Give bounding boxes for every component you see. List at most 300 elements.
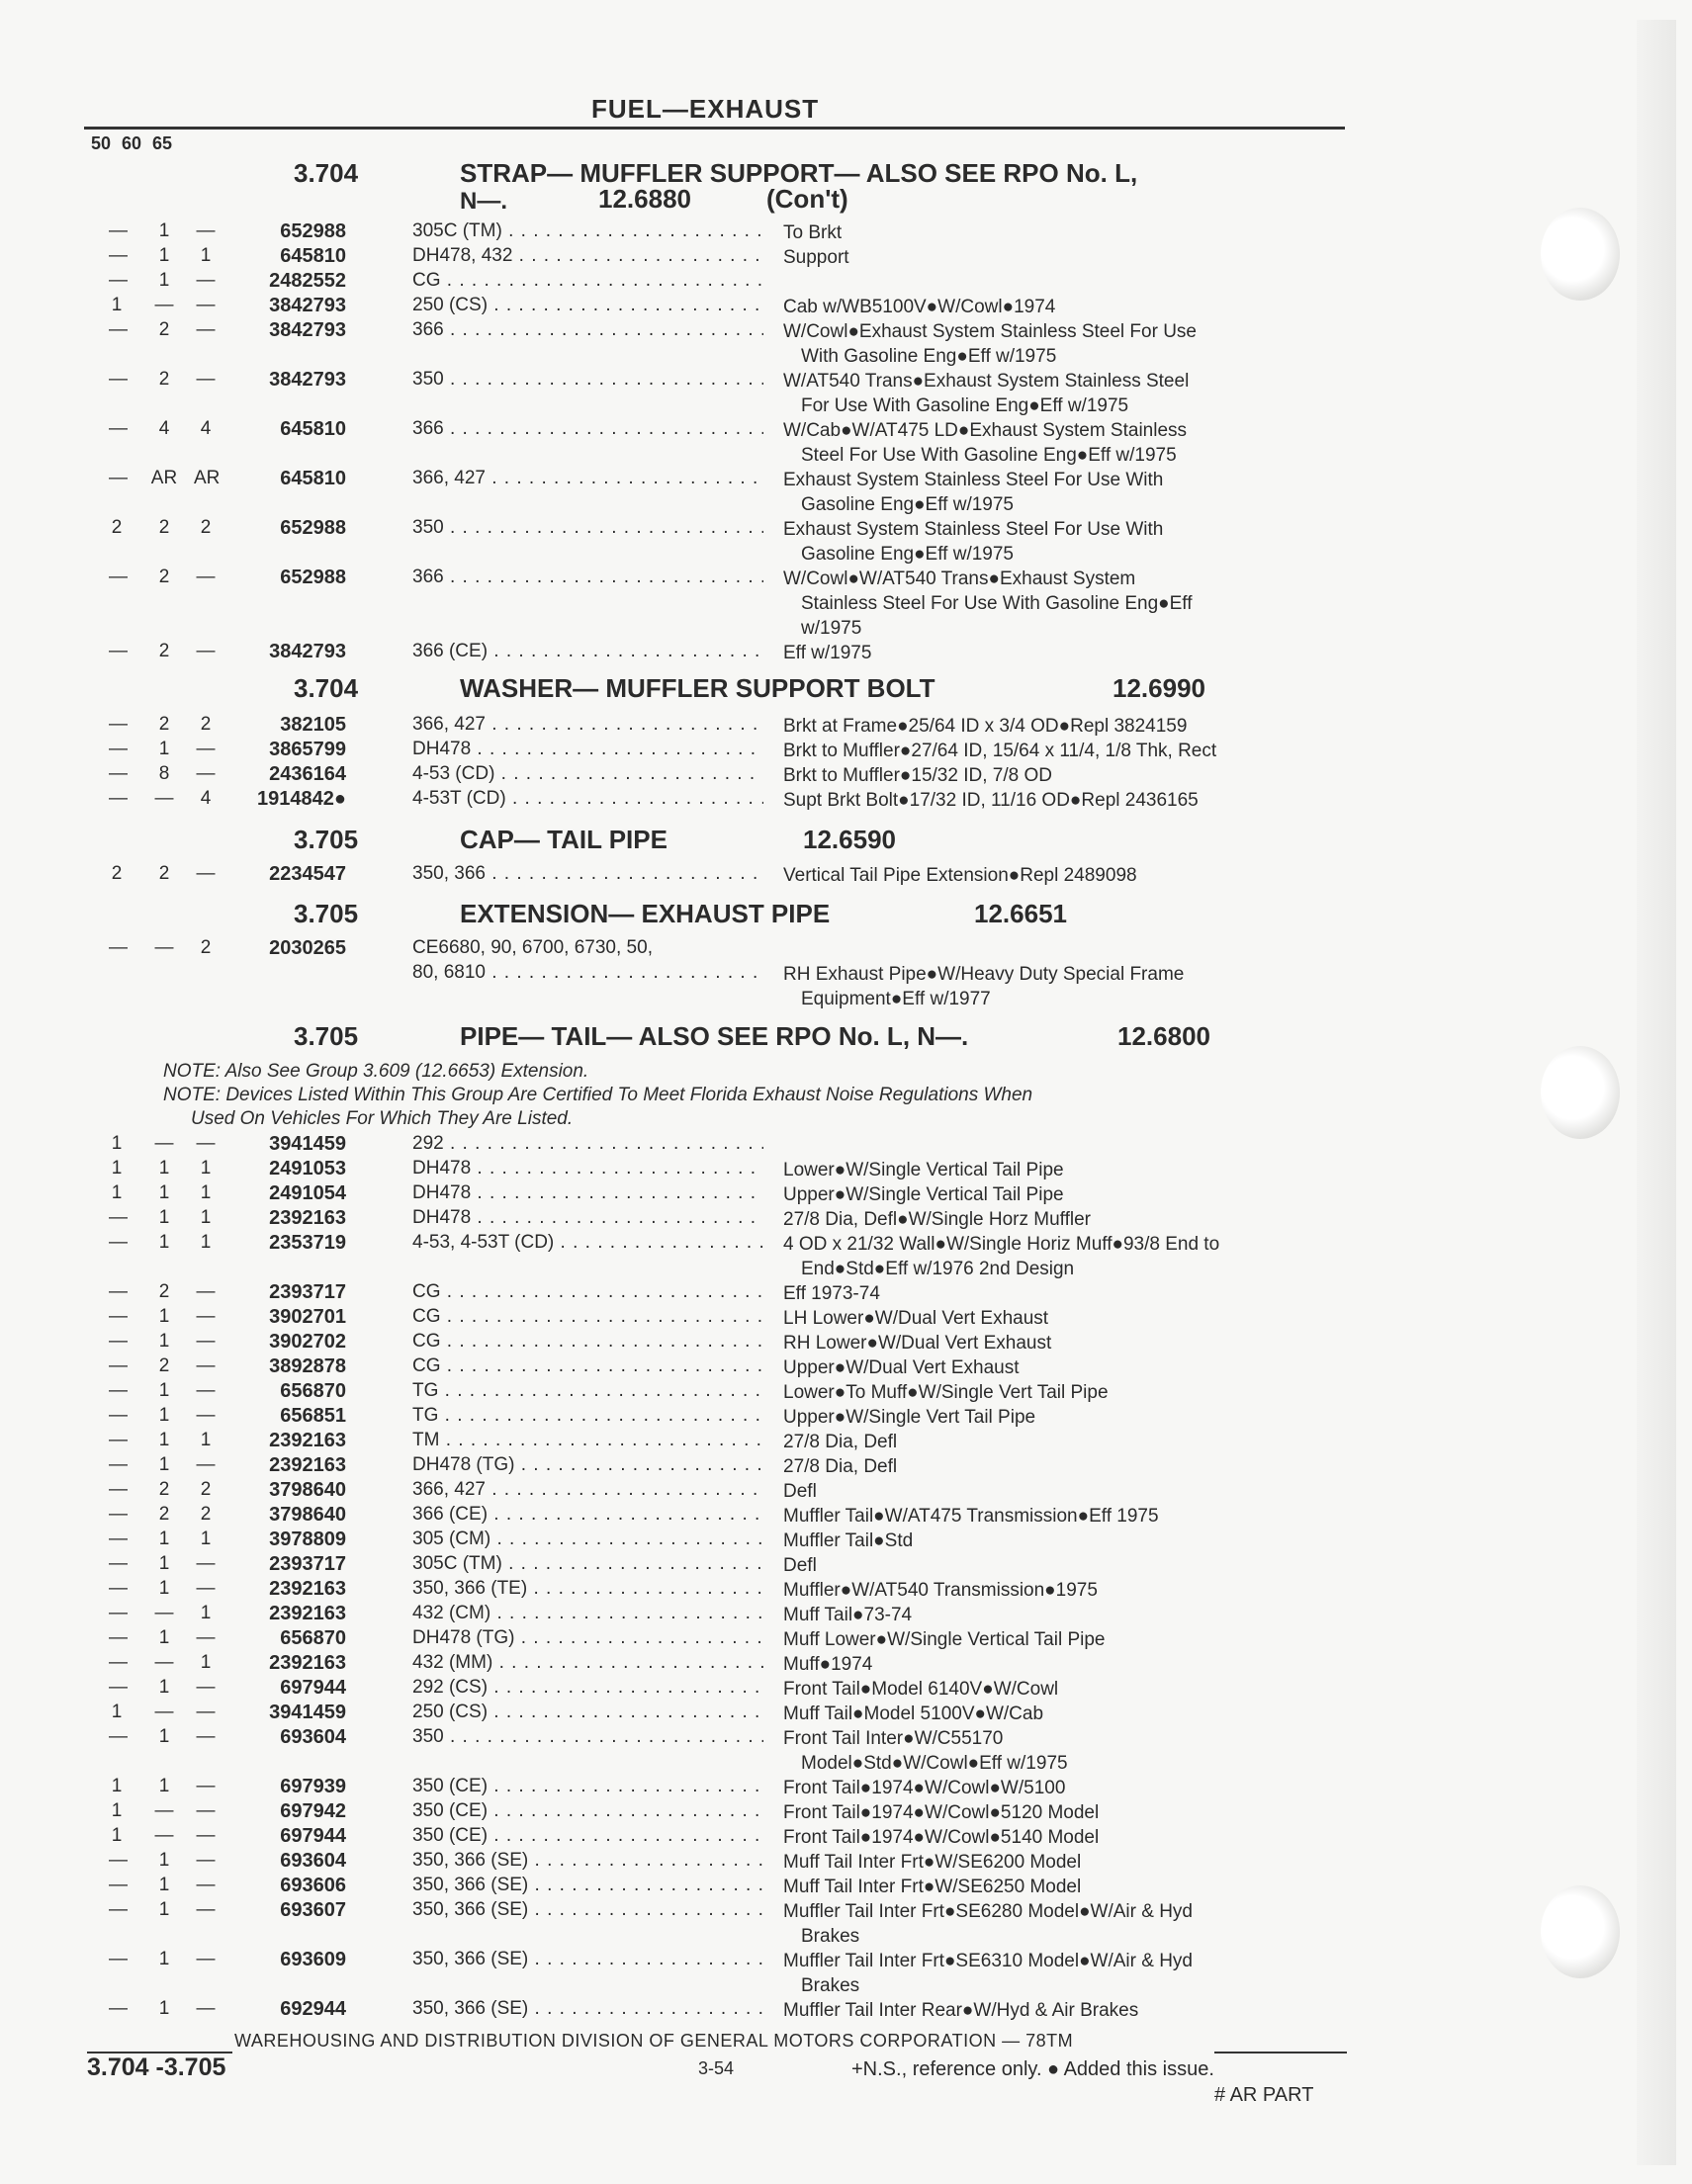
part-description: Upper●W/Dual Vert Exhaust: [783, 1357, 1020, 1378]
quantity-60: 1: [158, 1553, 170, 1574]
engine-application: DH478, 432 . . .: [412, 245, 763, 267]
quantity-60: 2: [158, 517, 170, 538]
part-number: 2393717: [269, 1553, 346, 1575]
binder-hole: [1541, 208, 1620, 301]
engine-application: 292 . . .: [412, 1133, 763, 1155]
engine-application: CG . . .: [412, 1281, 763, 1303]
quantity-60: 1: [158, 1158, 170, 1179]
part-number: 3892878: [269, 1355, 346, 1377]
engine-application: 350, 366 (SE) . . .: [412, 1875, 763, 1896]
part-description: W/Cowl●Exhaust System Stainless Steel For Use: [783, 321, 1197, 342]
quantity-60: 1: [158, 1182, 170, 1203]
quantity-60: 2: [158, 1479, 170, 1500]
part-description: Muffler●W/AT540 Transmission●1975: [783, 1580, 1098, 1601]
part-description: Support: [783, 247, 849, 268]
section-name-cont: N—.: [460, 188, 507, 215]
quantity-65: 2: [200, 1504, 212, 1525]
part-description: Lower●To Muff●W/Single Vert Tail Pipe: [783, 1382, 1109, 1403]
part-description: W/Cab●W/AT475 LD●Exhaust System Stainless: [783, 420, 1188, 441]
part-description: Muff Lower●W/Single Vertical Tail Pipe: [783, 1629, 1106, 1650]
part-number: 382105: [280, 714, 346, 736]
engine-application: 432 (CM) . . .: [412, 1603, 763, 1624]
quantity-50: —: [109, 1331, 128, 1352]
part-description: Muff Tail Inter Frt●W/SE6250 Model: [783, 1877, 1082, 1897]
quantity-65: —: [196, 1553, 216, 1574]
quantity-60: 1: [158, 1430, 170, 1450]
quantity-60: 1: [158, 1677, 170, 1698]
engine-application: 350 . . .: [412, 1726, 763, 1748]
footer-legend: +N.S., reference only. ● Added this issue.: [851, 2058, 1214, 2080]
part-description: Eff w/1975: [783, 643, 872, 663]
part-description: Upper●W/Single Vert Tail Pipe: [783, 1407, 1036, 1428]
quantity-65: —: [196, 1850, 216, 1871]
section-name: PIPE— TAIL— ALSO SEE RPO No. L, N—.: [460, 1021, 969, 1051]
section-name: STRAP— MUFFLER SUPPORT— ALSO SEE RPO No. L,: [460, 158, 1138, 188]
part-number: 645810: [280, 245, 346, 267]
page-number: 3-54: [698, 2058, 735, 2078]
quantity-50: —: [109, 1207, 128, 1228]
quantity-50: —: [109, 1850, 128, 1871]
part-description: Muff Tail Inter Frt●W/SE6200 Model: [783, 1852, 1082, 1873]
engine-application: 350 (CE) . . .: [412, 1776, 763, 1797]
quantity-60: 1: [158, 220, 170, 241]
part-description: Defl: [783, 1555, 817, 1576]
quantity-50: 1: [111, 1133, 123, 1154]
engine-application: 366 . . .: [412, 418, 763, 440]
part-number: 2393717: [269, 1281, 346, 1303]
quantity-65: —: [196, 1776, 216, 1796]
group-number: 3.705: [294, 899, 359, 928]
quantity-60: 2: [158, 863, 170, 884]
quantity-60: 2: [158, 567, 170, 587]
quantity-50: 1: [111, 1800, 123, 1821]
part-description: Supt Brkt Bolt●17/32 ID, 11/16 OD●Repl 2436165: [783, 790, 1199, 811]
quantity-50: —: [109, 220, 128, 241]
part-description: Cab w/WB5100V●W/Cowl●1974: [783, 297, 1056, 317]
engine-application: 366, 427 . . .: [412, 1479, 763, 1501]
part-number: 693604: [280, 1850, 346, 1872]
quantity-50: —: [109, 1529, 128, 1549]
quantity-50: 1: [111, 1158, 123, 1179]
part-description: Muffler Tail●W/AT475 Transmission●Eff 1975: [783, 1506, 1159, 1527]
page-title: FUEL—EXHAUST: [591, 94, 820, 124]
quantity-65: —: [196, 1627, 216, 1648]
part-description: RH Lower●W/Dual Vert Exhaust: [783, 1333, 1052, 1354]
part-number: 3902701: [269, 1306, 346, 1328]
quantity-50: —: [109, 1553, 128, 1574]
quantity-65: AR: [194, 468, 221, 488]
part-description: Muffler Tail●Std: [783, 1530, 914, 1551]
part-description-cont: Steel For Use With Gasoline Eng●Eff w/1975: [801, 445, 1177, 466]
engine-application: 350 . . .: [412, 369, 763, 391]
part-description-cont: Model●Std●W/Cowl●Eff w/1975: [801, 1753, 1068, 1774]
quantity-50: —: [109, 1726, 128, 1747]
section-note: NOTE: Also See Group 3.609 (12.6653) Extension.: [163, 1061, 589, 1082]
quantity-50: 1: [111, 1182, 123, 1203]
part-number: 652988: [280, 517, 346, 539]
engine-application: 350 . . .: [412, 517, 763, 539]
part-number: 656870: [280, 1627, 346, 1649]
engine-application: CE6680, 90, 6700, 6730, 50,: [412, 937, 653, 958]
engine-application: DH478 (TG) . . .: [412, 1627, 763, 1649]
quantity-65: 4: [200, 418, 212, 439]
quantity-60: 1: [158, 1529, 170, 1549]
part-description: Muff●1974: [783, 1654, 873, 1675]
quantity-50: —: [109, 270, 128, 291]
quantity-65: —: [196, 863, 216, 884]
part-description: Muffler Tail Inter Rear●W/Hyd & Air Brakes: [783, 2000, 1139, 2021]
part-number: 693606: [280, 1875, 346, 1896]
quantity-65: 2: [200, 937, 212, 958]
part-number: 2353719: [269, 1232, 346, 1254]
quantity-65: —: [196, 1281, 216, 1302]
quantity-60: 1: [158, 245, 170, 266]
engine-application: 366 (CE) . . .: [412, 1504, 763, 1526]
engine-application: CG . . .: [412, 1306, 763, 1328]
engine-application: 4-53, 4-53T (CD) . . .: [412, 1232, 763, 1254]
section-name: WASHER— MUFFLER SUPPORT BOLT: [460, 673, 935, 703]
part-description: Exhaust System Stainless Steel For Use With: [783, 470, 1164, 490]
quantity-65: 1: [200, 1158, 212, 1179]
section-code: 12.6800: [1117, 1021, 1210, 1051]
quantity-65: —: [196, 1726, 216, 1747]
quantity-50: —: [109, 1454, 128, 1475]
part-number: 3842793: [269, 295, 346, 316]
quantity-60: 2: [158, 1504, 170, 1525]
section-note: NOTE: Devices Listed Within This Group Are Certified To Meet Florida Exhaust Noise Regulations When: [163, 1085, 1033, 1105]
quantity-50: —: [109, 567, 128, 587]
quantity-65: 1: [200, 245, 212, 266]
part-number: 656870: [280, 1380, 346, 1402]
engine-application: 305C (TM) . . .: [412, 1553, 763, 1575]
quantity-65: —: [196, 295, 216, 315]
part-number: 697944: [280, 1677, 346, 1699]
part-number: 693604: [280, 1726, 346, 1748]
quantity-60: —: [154, 1652, 174, 1673]
part-number: 652988: [280, 220, 346, 242]
part-description-cont: Gasoline Eng●Eff w/1975: [801, 544, 1014, 565]
quantity-60: 4: [158, 418, 170, 439]
part-description-cont: For Use With Gasoline Eng●Eff w/1975: [801, 395, 1129, 416]
quantity-65: 2: [200, 517, 212, 538]
part-number: 3902702: [269, 1331, 346, 1353]
footer-rule: [1214, 2052, 1347, 2053]
part-description: Muffler Tail Inter Frt●SE6280 Model●W/Air & Hyd: [783, 1901, 1194, 1922]
section-continued: (Con't): [766, 184, 848, 214]
part-number: 3798640: [269, 1479, 346, 1501]
engine-application: 80, 6810 . . .: [412, 962, 763, 984]
quantity-50: 2: [111, 863, 123, 884]
engine-application: CG . . .: [412, 1355, 763, 1377]
part-description: Upper●W/Single Vertical Tail Pipe: [783, 1184, 1064, 1205]
part-description: RH Exhaust Pipe●W/Heavy Duty Special Frame: [783, 964, 1185, 985]
quantity-65: —: [196, 1677, 216, 1698]
engine-application: 366 . . .: [412, 567, 763, 588]
quantity-65: —: [196, 1380, 216, 1401]
quantity-50: —: [109, 245, 128, 266]
quantity-60: 1: [158, 1726, 170, 1747]
engine-application: 350, 366 (SE) . . .: [412, 1850, 763, 1872]
quantity-65: —: [196, 1331, 216, 1352]
quantity-50: —: [109, 369, 128, 390]
quantity-65: 1: [200, 1232, 212, 1253]
footer-ar-note: # AR PART: [1214, 2084, 1314, 2106]
quantity-60: 1: [158, 739, 170, 759]
quantity-50: —: [109, 788, 128, 809]
quantity-50: —: [109, 714, 128, 735]
model-years: 50 60 65: [91, 133, 173, 153]
engine-application: DH478 . . .: [412, 1158, 763, 1179]
part-number: 3865799: [269, 739, 346, 760]
quantity-50: —: [109, 418, 128, 439]
group-number: 3.704: [294, 158, 359, 188]
engine-application: 250 (CS) . . .: [412, 1702, 763, 1723]
quantity-65: 1: [200, 1182, 212, 1203]
quantity-65: —: [196, 1578, 216, 1599]
quantity-50: 1: [111, 1702, 123, 1722]
part-number: 693607: [280, 1899, 346, 1921]
footer-range: 3.704 -3.705: [87, 2053, 226, 2081]
part-number: 2030265: [269, 937, 346, 959]
engine-application: CG . . .: [412, 270, 763, 292]
engine-application: 350 (CE) . . .: [412, 1800, 763, 1822]
quantity-60: 1: [158, 1850, 170, 1871]
part-number: 1914842●: [257, 788, 346, 810]
quantity-50: —: [109, 1578, 128, 1599]
quantity-50: 1: [111, 295, 123, 315]
part-number: 3941459: [269, 1133, 346, 1155]
quantity-50: —: [109, 468, 128, 488]
engine-application: DH478 . . .: [412, 1182, 763, 1204]
quantity-60: 8: [158, 763, 170, 784]
quantity-60: 1: [158, 1306, 170, 1327]
engine-application: DH478 . . .: [412, 1207, 763, 1229]
quantity-50: —: [109, 763, 128, 784]
quantity-60: 1: [158, 1331, 170, 1352]
part-number: 3842793: [269, 319, 346, 341]
quantity-65: —: [196, 1306, 216, 1327]
quantity-65: —: [196, 1454, 216, 1475]
quantity-65: —: [196, 763, 216, 784]
quantity-60: 1: [158, 1949, 170, 1969]
part-number: 2392163: [269, 1430, 346, 1451]
quantity-65: —: [196, 739, 216, 759]
quantity-50: —: [109, 1355, 128, 1376]
quantity-60: 2: [158, 319, 170, 340]
engine-application: DH478 (TG) . . .: [412, 1454, 763, 1476]
part-description: Muff Tail●Model 5100V●W/Cab: [783, 1704, 1044, 1724]
quantity-65: 1: [200, 1207, 212, 1228]
part-number: 2491054: [269, 1182, 346, 1204]
quantity-60: 1: [158, 1405, 170, 1426]
part-description-cont: Brakes: [801, 1926, 860, 1947]
quantity-65: —: [196, 567, 216, 587]
quantity-65: 1: [200, 1529, 212, 1549]
engine-application: 350, 366 . . .: [412, 863, 763, 885]
part-number: 2491053: [269, 1158, 346, 1179]
quantity-60: 1: [158, 1899, 170, 1920]
engine-application: 350, 366 (TE) . . .: [412, 1578, 763, 1600]
quantity-60: AR: [150, 468, 178, 488]
quantity-65: —: [196, 641, 216, 661]
part-number: 2482552: [269, 270, 346, 292]
part-description-cont: Stainless Steel For Use With Gasoline Eng●Eff: [801, 593, 1193, 614]
section-code: 12.6990: [1113, 673, 1205, 703]
engine-application: 432 (MM) . . .: [412, 1652, 763, 1674]
part-description: W/Cowl●W/AT540 Trans●Exhaust System: [783, 568, 1136, 589]
part-description: To Brkt: [783, 222, 843, 243]
part-description-cont: w/1975: [801, 618, 862, 639]
quantity-60: 1: [158, 1578, 170, 1599]
quantity-65: —: [196, 319, 216, 340]
section-note: Used On Vehicles For Which They Are Listed.: [191, 1108, 574, 1129]
engine-application: 292 (CS) . . .: [412, 1677, 763, 1699]
part-number: 2392163: [269, 1652, 346, 1674]
quantity-60: —: [154, 1133, 174, 1154]
quantity-65: —: [196, 1355, 216, 1376]
quantity-60: —: [154, 295, 174, 315]
section-name: CAP— TAIL PIPE: [460, 825, 668, 854]
part-number: 697942: [280, 1800, 346, 1822]
quantity-60: —: [154, 1603, 174, 1623]
quantity-65: —: [196, 369, 216, 390]
part-description: Front Tail●1974●W/Cowl●5140 Model: [783, 1827, 1100, 1848]
quantity-50: —: [109, 1875, 128, 1895]
part-description-cont: With Gasoline Eng●Eff w/1975: [801, 346, 1057, 367]
quantity-60: 2: [158, 641, 170, 661]
quantity-50: 1: [111, 1776, 123, 1796]
part-number: 3978809: [269, 1529, 346, 1550]
part-number: 645810: [280, 418, 346, 440]
group-number: 3.705: [294, 825, 359, 854]
quantity-50: —: [109, 641, 128, 661]
quantity-50: —: [109, 1504, 128, 1525]
quantity-60: 2: [158, 714, 170, 735]
part-number: 2392163: [269, 1603, 346, 1624]
quantity-60: 1: [158, 1380, 170, 1401]
section-code: 12.6880: [598, 184, 691, 214]
quantity-50: —: [109, 1405, 128, 1426]
part-description: Front Tail Inter●W/C55170: [783, 1728, 1004, 1749]
quantity-50: —: [109, 1627, 128, 1648]
quantity-50: —: [109, 1652, 128, 1673]
section-code: 12.6590: [803, 825, 896, 854]
engine-application: 350, 366 (SE) . . .: [412, 1899, 763, 1921]
binder-hole: [1541, 1046, 1620, 1139]
part-number: 652988: [280, 567, 346, 588]
quantity-65: 4: [200, 788, 212, 809]
quantity-65: —: [196, 1899, 216, 1920]
quantity-50: —: [109, 1232, 128, 1253]
quantity-50: —: [109, 1281, 128, 1302]
part-description: Brkt to Muffler●27/64 ID, 15/64 x 11/4, 1/8 Thk, Rect: [783, 741, 1217, 761]
part-description: Lower●W/Single Vertical Tail Pipe: [783, 1160, 1064, 1180]
quantity-50: —: [109, 1306, 128, 1327]
quantity-60: 2: [158, 1355, 170, 1376]
quantity-60: —: [154, 1800, 174, 1821]
group-number: 3.705: [294, 1021, 359, 1051]
part-description-cont: Brakes: [801, 1975, 860, 1996]
part-description-cont: End●Std●Eff w/1976 2nd Design: [801, 1259, 1075, 1279]
quantity-60: 1: [158, 1232, 170, 1253]
quantity-50: —: [109, 1479, 128, 1500]
quantity-65: —: [196, 1875, 216, 1895]
part-description: Exhaust System Stainless Steel For Use With: [783, 519, 1164, 540]
quantity-50: —: [109, 1430, 128, 1450]
quantity-50: —: [109, 937, 128, 958]
part-description: 27/8 Dia, Defl●W/Single Horz Muffler: [783, 1209, 1092, 1230]
quantity-50: 2: [111, 517, 123, 538]
part-description: LH Lower●W/Dual Vert Exhaust: [783, 1308, 1049, 1329]
engine-application: DH478 . . .: [412, 739, 763, 760]
quantity-60: 1: [158, 1627, 170, 1648]
part-description: W/AT540 Trans●Exhaust System Stainless Steel: [783, 371, 1190, 392]
binder-hole: [1541, 1885, 1620, 1978]
quantity-60: 1: [158, 270, 170, 291]
quantity-65: 2: [200, 714, 212, 735]
quantity-50: —: [109, 1949, 128, 1969]
quantity-60: —: [154, 1825, 174, 1846]
part-number: 2392163: [269, 1454, 346, 1476]
section-name: EXTENSION— EXHAUST PIPE: [460, 899, 831, 928]
engine-application: 4-53T (CD) . . .: [412, 788, 763, 810]
part-number: 3941459: [269, 1702, 346, 1723]
part-description-cont: Equipment●Eff w/1977: [801, 989, 991, 1009]
quantity-60: 1: [158, 1454, 170, 1475]
quantity-50: —: [109, 1380, 128, 1401]
quantity-65: —: [196, 1405, 216, 1426]
engine-application: 250 (CS) . . .: [412, 295, 763, 316]
quantity-60: 1: [158, 1207, 170, 1228]
quantity-60: 1: [158, 1776, 170, 1796]
quantity-65: —: [196, 1800, 216, 1821]
engine-application: CG . . .: [412, 1331, 763, 1353]
quantity-50: —: [109, 1899, 128, 1920]
quantity-65: —: [196, 1949, 216, 1969]
part-number: 697944: [280, 1825, 346, 1847]
part-number: 3842793: [269, 641, 346, 662]
engine-application: 366, 427 . . .: [412, 468, 763, 489]
part-description: Front Tail●Model 6140V●W/Cowl: [783, 1679, 1059, 1700]
part-description: 4 OD x 21/32 Wall●W/Single Horiz Muff●93/8 End to: [783, 1234, 1220, 1255]
part-description: 27/8 Dia, Defl: [783, 1432, 898, 1452]
quantity-65: 1: [200, 1652, 212, 1673]
quantity-60: 1: [158, 1875, 170, 1895]
quantity-60: —: [154, 1702, 174, 1722]
part-description: Brkt to Muffler●15/32 ID, 7/8 OD: [783, 765, 1052, 786]
part-description: Front Tail●1974●W/Cowl●W/5100: [783, 1778, 1066, 1798]
binder-edge: [1637, 20, 1676, 2165]
part-description-cont: Gasoline Eng●Eff w/1975: [801, 494, 1014, 515]
section-code: 12.6651: [974, 899, 1067, 928]
header-rule: [84, 127, 1345, 130]
part-number: 645810: [280, 468, 346, 489]
quantity-50: —: [109, 1603, 128, 1623]
quantity-65: —: [196, 220, 216, 241]
part-number: 2234547: [269, 863, 346, 885]
part-description: Eff 1973-74: [783, 1283, 880, 1304]
part-description: Muff Tail●73-74: [783, 1605, 913, 1625]
part-number: 2436164: [269, 763, 346, 785]
engine-application: TG . . .: [412, 1380, 763, 1402]
part-description: Brkt at Frame●25/64 ID x 3/4 OD●Repl 3824159: [783, 716, 1188, 737]
engine-application: 366 . . .: [412, 319, 763, 341]
engine-application: 305 (CM) . . .: [412, 1529, 763, 1550]
engine-application: 350 (CE) . . .: [412, 1825, 763, 1847]
quantity-60: 2: [158, 1281, 170, 1302]
quantity-60: 2: [158, 369, 170, 390]
quantity-65: —: [196, 1998, 216, 2019]
